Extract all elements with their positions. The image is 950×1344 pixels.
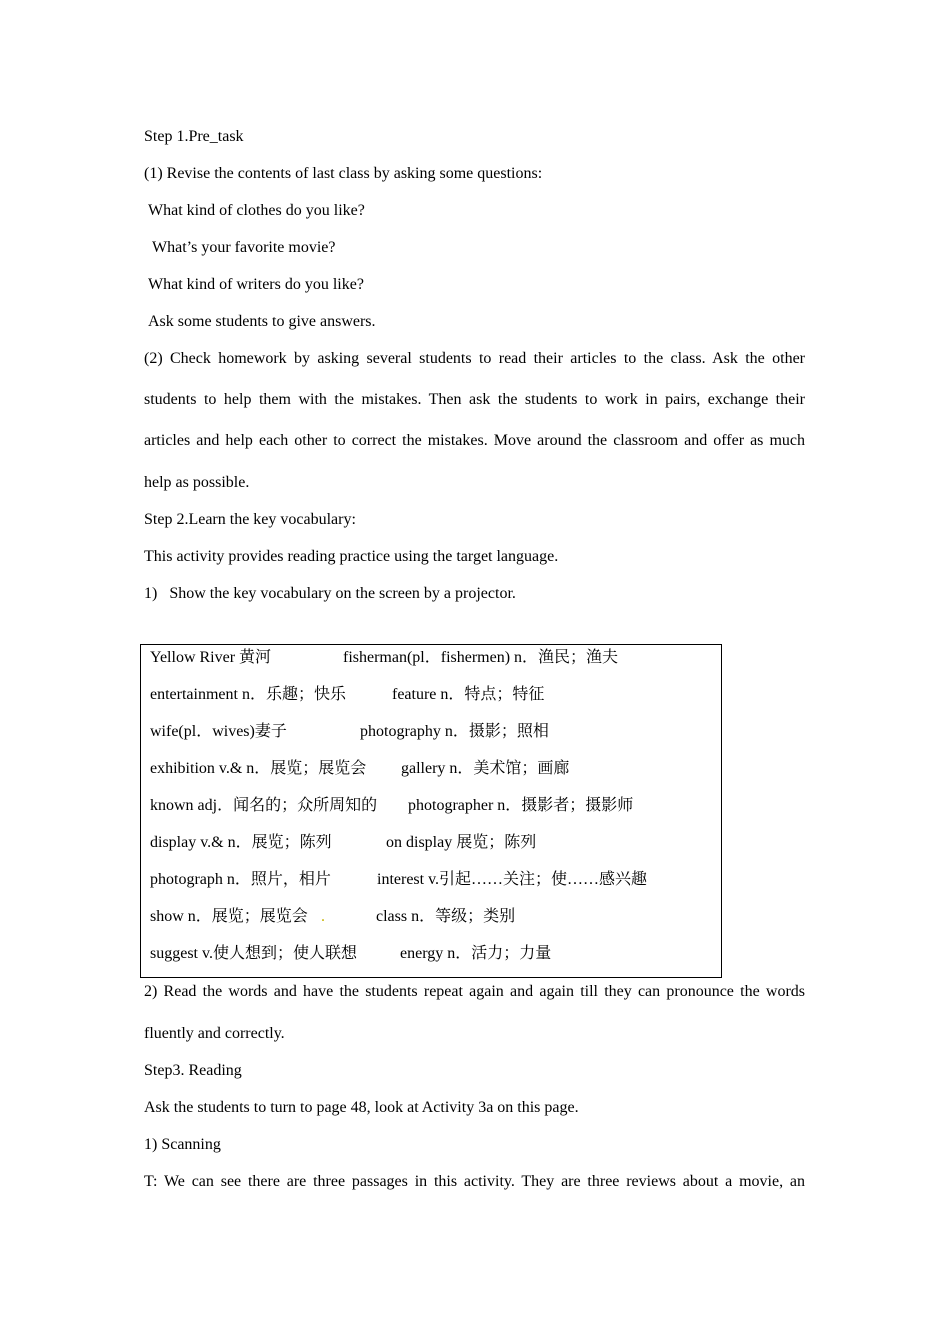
question-3: What kind of writers do you like? (148, 276, 364, 293)
question-1: What kind of clothes do you like? (148, 202, 365, 219)
vocab-term: entertainment n．乐趣；快乐 (150, 686, 346, 703)
check-line-4: help as possible. (144, 474, 250, 491)
step2-show: 1) Show the key vocabulary on the screen by a projector. (144, 585, 516, 602)
vocab-term: class n．等级；类别 (376, 908, 516, 925)
check-line-2: students to help them with the mistakes. Then ask the students to work in pairs, exchange their (144, 391, 805, 408)
dot-mark: . (321, 908, 325, 925)
vocabulary-box (140, 644, 722, 978)
question-2: What’s your favorite movie? (152, 239, 336, 256)
step3-t-line: T: We can see there are three passages in this activity. They are three reviews about a movie, an (144, 1173, 805, 1190)
vocab-term: display v.& n．展览；陈列 (150, 834, 332, 851)
step3-scanning: 1) Scanning (144, 1136, 221, 1153)
step2-intro: This activity provides reading practice using the target language. (144, 548, 559, 565)
step1-title: Step 1.Pre_task (144, 128, 244, 145)
vocab-term: fisherman(pl．fishermen) n．渔民；渔夫 (343, 649, 619, 666)
vocab-term: gallery n．美术馆；画廊 (401, 760, 570, 777)
repeat-line-2: fluently and correctly. (144, 1025, 285, 1042)
vocab-term: on display 展览；陈列 (386, 834, 537, 851)
step2-title: Step 2.Learn the key vocabulary: (144, 511, 356, 528)
step1-revise: (1) Revise the contents of last class by asking some questions: (144, 165, 543, 182)
vocab-term: energy n．活力；力量 (400, 945, 552, 962)
vocab-term: photography n．摄影；照相 (360, 723, 549, 740)
question-4: Ask some students to give answers. (148, 313, 376, 330)
check-line-3: articles and help each other to correct the mistakes. Move around the classroom and offer as much (144, 432, 805, 449)
vocab-term: photographer n．摄影者；摄影师 (408, 797, 634, 814)
vocab-term: suggest v.使人想到；使人联想 (150, 945, 357, 962)
vocab-term: feature n．特点；特征 (392, 686, 545, 703)
vocab-term: Yellow River 黄河 (150, 649, 272, 666)
step3-title: Step3. Reading (144, 1062, 242, 1079)
vocab-term: known adj．闻名的；众所周知的 (150, 797, 378, 814)
vocab-term: interest v.引起……关注；使……感兴趣 (377, 871, 648, 888)
vocab-term: show n．展览；展览会 (150, 908, 308, 925)
vocab-term: photograph n．照片，相片 (150, 871, 331, 888)
step3-turn: Ask the students to turn to page 48, look at Activity 3a on this page. (144, 1099, 579, 1116)
vocab-term: exhibition v.& n．展览；展览会 (150, 760, 367, 777)
vocab-term: wife(pl．wives)妻子 (150, 723, 287, 740)
check-line-1: (2) Check homework by asking several students to read their articles to the class. Ask the other (144, 350, 805, 367)
repeat-line-1: 2) Read the words and have the students repeat again and again till they can pronounce the words (144, 983, 805, 1000)
